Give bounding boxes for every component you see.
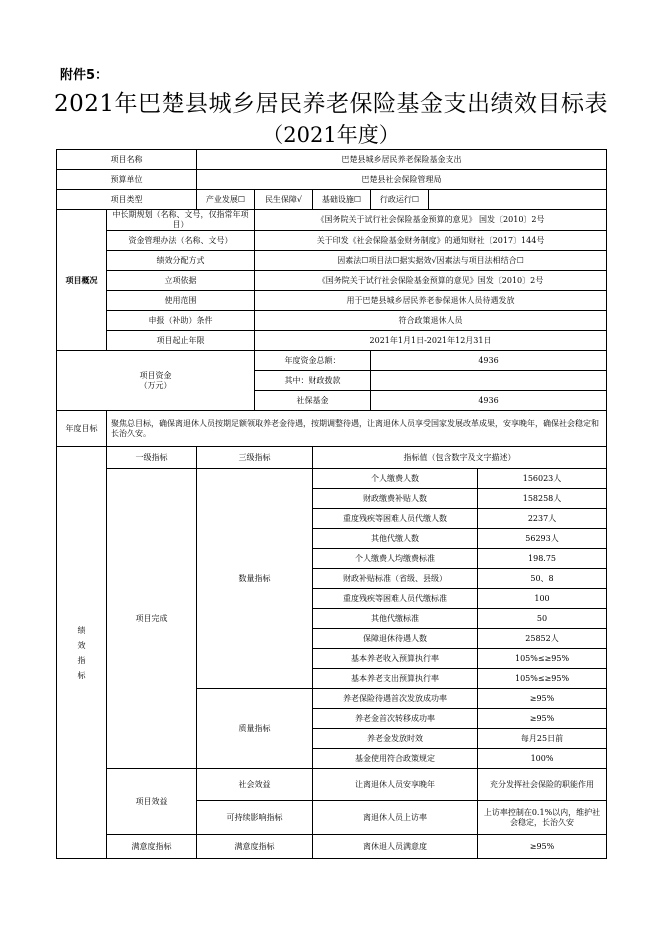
table-row [57,447,607,469]
overview-row-label: 申报（补助）条件 [107,311,255,331]
indicator-name: 养老保险待遇首次发放成功率 [313,689,478,709]
indicator-value: ≥95% [478,689,607,709]
table-row [57,411,607,447]
indicator-value: 156023人 [478,469,607,489]
indicator-name: 其他代缴标准 [313,609,478,629]
indicator-name: 财政补贴标准（省级、县级） [313,569,478,589]
indicator-value: 56293人 [478,529,607,549]
sustainable-label: 可持续影响指标 [197,801,313,835]
table-row [57,190,607,210]
table-row [57,331,607,351]
funds-unit-text: （万元） [139,380,172,390]
header-value: 指标值（包含数字及文字描述） [313,447,607,469]
header-level1: 一级指标 [107,447,197,469]
project-benefit-label: 项目效益 [107,769,197,835]
funds-label [57,351,255,411]
indicator-name: 财政缴费补贴人数 [313,489,478,509]
indicator-value: 50、8 [478,569,607,589]
indicator-value: 158258人 [478,489,607,509]
indicator-name: 基金使用符合政策规定 [313,749,478,769]
table-row [57,251,607,271]
overview-row-label: 绩效分配方式 [107,251,255,271]
indicator-value: 25852人 [478,629,607,649]
quantity-label: 数量指标 [197,469,313,689]
indicator-name: 保障退休待遇人数 [313,629,478,649]
funds-row-label: 社保基金 [255,391,371,411]
table-row [57,311,607,331]
indicator-value: 100 [478,589,607,609]
indicator-value: 2237人 [478,509,607,529]
overview-row-label: 资金管理办法（名称、文号） [107,231,255,251]
indicator-name: 个人缴费人均缴费标准 [313,549,478,569]
table-row [57,291,607,311]
indicator-name: 离退休人员上访率 [313,801,478,835]
overview-row-value: 用于巴楚县城乡居民养老参保退休人员待遇发放 [255,291,607,311]
project-type-option: 基础设施☐ [313,190,371,210]
table-row [57,835,607,859]
table-row [57,469,607,489]
project-name-value: 巴楚县城乡居民养老保险基金支出 [197,150,607,170]
table-row [57,271,607,291]
quality-label: 质量指标 [197,689,313,769]
table-row [57,769,607,801]
indicator-name: 重度残疾等困难人员代缴人数 [313,509,478,529]
overview-label: 项目概况 [57,210,107,351]
project-name-label: 项目名称 [57,150,197,170]
annual-goal-label: 年度目标 [57,411,107,447]
indicators-label: 绩 效 指 标 [57,447,107,859]
header-level3: 三级指标 [197,447,313,469]
overview-row-label: 项目起止年限 [107,331,255,351]
funds-row-label: 其中：财政拨款 [255,371,371,391]
indicator-value: 上访率控制在0.1%以内，维护社会稳定，长治久安 [478,801,607,835]
project-completion-label: 项目完成 [107,469,197,769]
overview-row-value: 关于印发《社会保险基金财务制度》的通知财社〔2017〕144号 [255,231,607,251]
overview-row-value: 因素法☐项目法☐据实据效√因素法与项目法相结合☐ [255,251,607,271]
funds-row-label: 年度资金总额： [255,351,371,371]
overview-row-value: 符合政策退休人员 [255,311,607,331]
indicator-name: 重度残疾等困难人员代缴标准 [313,589,478,609]
indicator-value: 198.75 [478,549,607,569]
budget-unit-value: 巴楚县社会保险管理局 [197,170,607,190]
indicator-name: 养老金发放时效 [313,729,478,749]
indicator-name: 基本养老支出预算执行率 [313,669,478,689]
performance-table [56,149,607,859]
overview-row-label: 中长期规划（名称、文号，仅指常年项目） [107,210,255,231]
satisfaction-label: 满意度指标 [197,835,313,859]
indicator-name: 离休退人员满意度 [313,835,478,859]
overview-row-label: 使用范围 [107,291,255,311]
satisfaction-level1: 满意度指标 [107,835,197,859]
indicator-name: 基本养老收入预算执行率 [313,649,478,669]
page-subtitle: （2021年度） [262,123,400,147]
overview-row-label: 立项依据 [107,271,255,291]
social-label: 社会效益 [197,769,313,801]
overview-row-value: 《国务院关于试行社会保险基金预算的意见》 国发〔2010〕2号 [255,210,607,231]
page-title: 2021年巴楚县城乡居民养老保险基金支出绩效目标表 [53,91,609,117]
indicator-name: 养老金首次转移成功率 [313,709,478,729]
indicator-value: 100% [478,749,607,769]
funds-row-value: 4936 [371,351,607,371]
project-type-option: 产业发展☐ [197,190,255,210]
funds-row-value [371,371,607,391]
table-row [57,210,607,231]
indicator-value: 105%≤≥95% [478,649,607,669]
budget-unit-label: 预算单位 [57,170,197,190]
project-type-label: 项目类型 [57,190,197,210]
indicator-value: 105%≤≥95% [478,669,607,689]
table-row [57,150,607,170]
table-row [57,170,607,190]
table-row [57,351,607,371]
attachment-label: 附件5： [60,68,109,83]
annual-goal-text: 聚焦总目标，确保离退休人员按期足额领取养老金待遇，按期调整待遇，让离退休人员享受国家发展改革成果，安享晚年，确保社会稳定和长治久安。 [107,411,607,447]
funds-label-text: 项目资金 [139,370,172,380]
project-type-option: 民生保障√ [255,190,313,210]
indicator-name: 个人缴费人数 [313,469,478,489]
indicator-value: 每月25日前 [478,729,607,749]
indicator-value: ≥95% [478,709,607,729]
funds-row-value: 4936 [371,391,607,411]
indicator-value: ≥95% [478,835,607,859]
overview-row-value: 2021年1月1日-2021年12月31日 [255,331,607,351]
indicator-name: 让离退休人员安享晚年 [313,769,478,801]
overview-row-value: 《国务院关于试行社会保险基金预算的意见》国发〔2010〕2号 [255,271,607,291]
project-type-option: 行政运行☐ [371,190,429,210]
table-row [57,231,607,251]
indicator-value: 50 [478,609,607,629]
indicator-value: 充分发挥社会保险的职能作用 [478,769,607,801]
indicator-name: 其他代缴人数 [313,529,478,549]
